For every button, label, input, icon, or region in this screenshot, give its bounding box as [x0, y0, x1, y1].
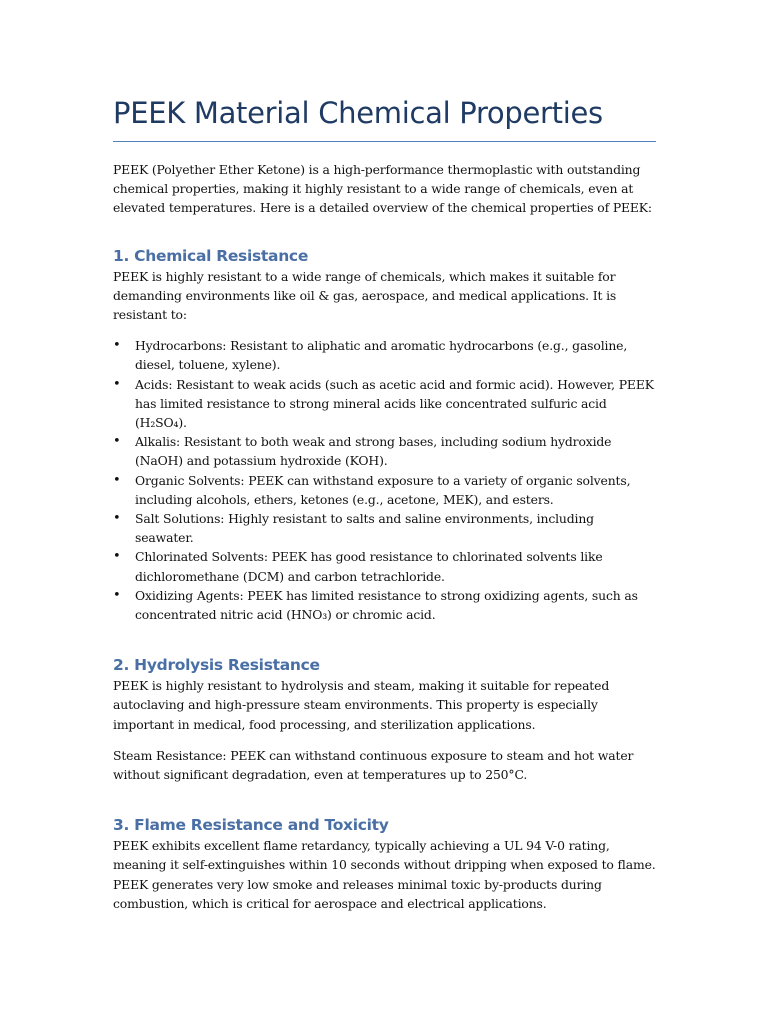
- section-heading-flame-resistance: 3. Flame Resistance and Toxicity: [113, 816, 389, 835]
- document-body: [113, 92, 656, 913]
- list-item-text: Oxidizing Agents: PEEK has limited resistance to strong oxidizing agents, such as concentrated nitric acid (HNO₃) or chromic acid.: [135, 587, 638, 623]
- bullet-icon: •: [113, 587, 121, 603]
- list-item-text: Organic Solvents: PEEK can withstand exposure to a variety of organic solvents, including alcohols, ethers, ketones (e.g., acetone, MEK), and esters.: [135, 472, 631, 507]
- list-item: [113, 471, 656, 509]
- chemical-resistance-list: [113, 336, 656, 624]
- list-item: [113, 547, 656, 585]
- list-item-text: Hydrocarbons: Resistant to aliphatic and aromatic hydrocarbons (e.g., gasoline, diesel, toluene, xylene).: [135, 338, 628, 373]
- bullet-icon: •: [113, 511, 121, 527]
- list-item: [113, 509, 656, 547]
- bullet-icon: •: [113, 434, 121, 450]
- bullet-icon: •: [113, 472, 121, 488]
- list-item-text: Acids: Resistant to weak acids (such as acetic acid and formic acid). However, PEEK has limited resistance to strong mineral acids like concentrated sulfuric acid (H₂SO₄).: [135, 376, 654, 431]
- intro-paragraph: PEEK (Polyether Ether Ketone) is a high-performance thermoplastic with outstanding chemical properties, making it highly resistant to a wide range of chemicals, even at elevated temperatures. Here is a detailed overview of the chemical properties of PEEK:: [113, 162, 652, 216]
- bullet-icon: •: [113, 338, 121, 354]
- hydrolysis-paragraph: PEEK is highly resistant to hydrolysis and steam, making it suitable for repeated autoclaving and high-pressure steam environments. This property is especially important in medical, food processing, and sterilization applications.: [113, 678, 610, 732]
- chemical-resistance-paragraph: PEEK is highly resistant to a wide range of chemicals, which makes it suitable for demanding environments like oil & gas, aerospace, and medical applications. It is resistant to:: [113, 268, 617, 323]
- flame-resistance-paragraph: PEEK exhibits excellent flame retardancy, typically achieving a UL 94 V-0 rating, meaning it self-extinguishes within 10 seconds without dripping when exposed to flame. PEEK generates very low smoke and releases minimal toxic by-products during combustion, which is critical for aerospace and electrical applications.: [113, 838, 656, 911]
- list-item-text: Alkalis: Resistant to both weak and strong bases, including sodium hydroxide (NaOH) and potassium hydroxide (KOH).: [135, 434, 612, 469]
- bullet-icon: •: [113, 376, 121, 392]
- section-heading-hydrolysis-resistance: 2. Hydrolysis Resistance: [113, 656, 320, 675]
- list-item: [113, 586, 656, 624]
- section-heading-chemical-resistance: 1. Chemical Resistance: [113, 246, 309, 265]
- list-item: [113, 375, 656, 433]
- page-title: PEEK Material Chemical Properties: [113, 92, 656, 142]
- list-item-text: Salt Solutions: Highly resistant to salts and saline environments, including seawater.: [135, 511, 594, 546]
- list-item-text: Chlorinated Solvents: PEEK has good resistance to chlorinated solvents like dichloromethane (DCM) and carbon tetrachloride.: [135, 549, 603, 584]
- steam-resistance-paragraph: Steam Resistance: PEEK can withstand continuous exposure to steam and hot water without significant degradation, even at temperatures up to 250°C.: [113, 747, 634, 783]
- list-item: [113, 336, 656, 374]
- bullet-icon: •: [113, 549, 121, 565]
- list-item: [113, 432, 656, 470]
